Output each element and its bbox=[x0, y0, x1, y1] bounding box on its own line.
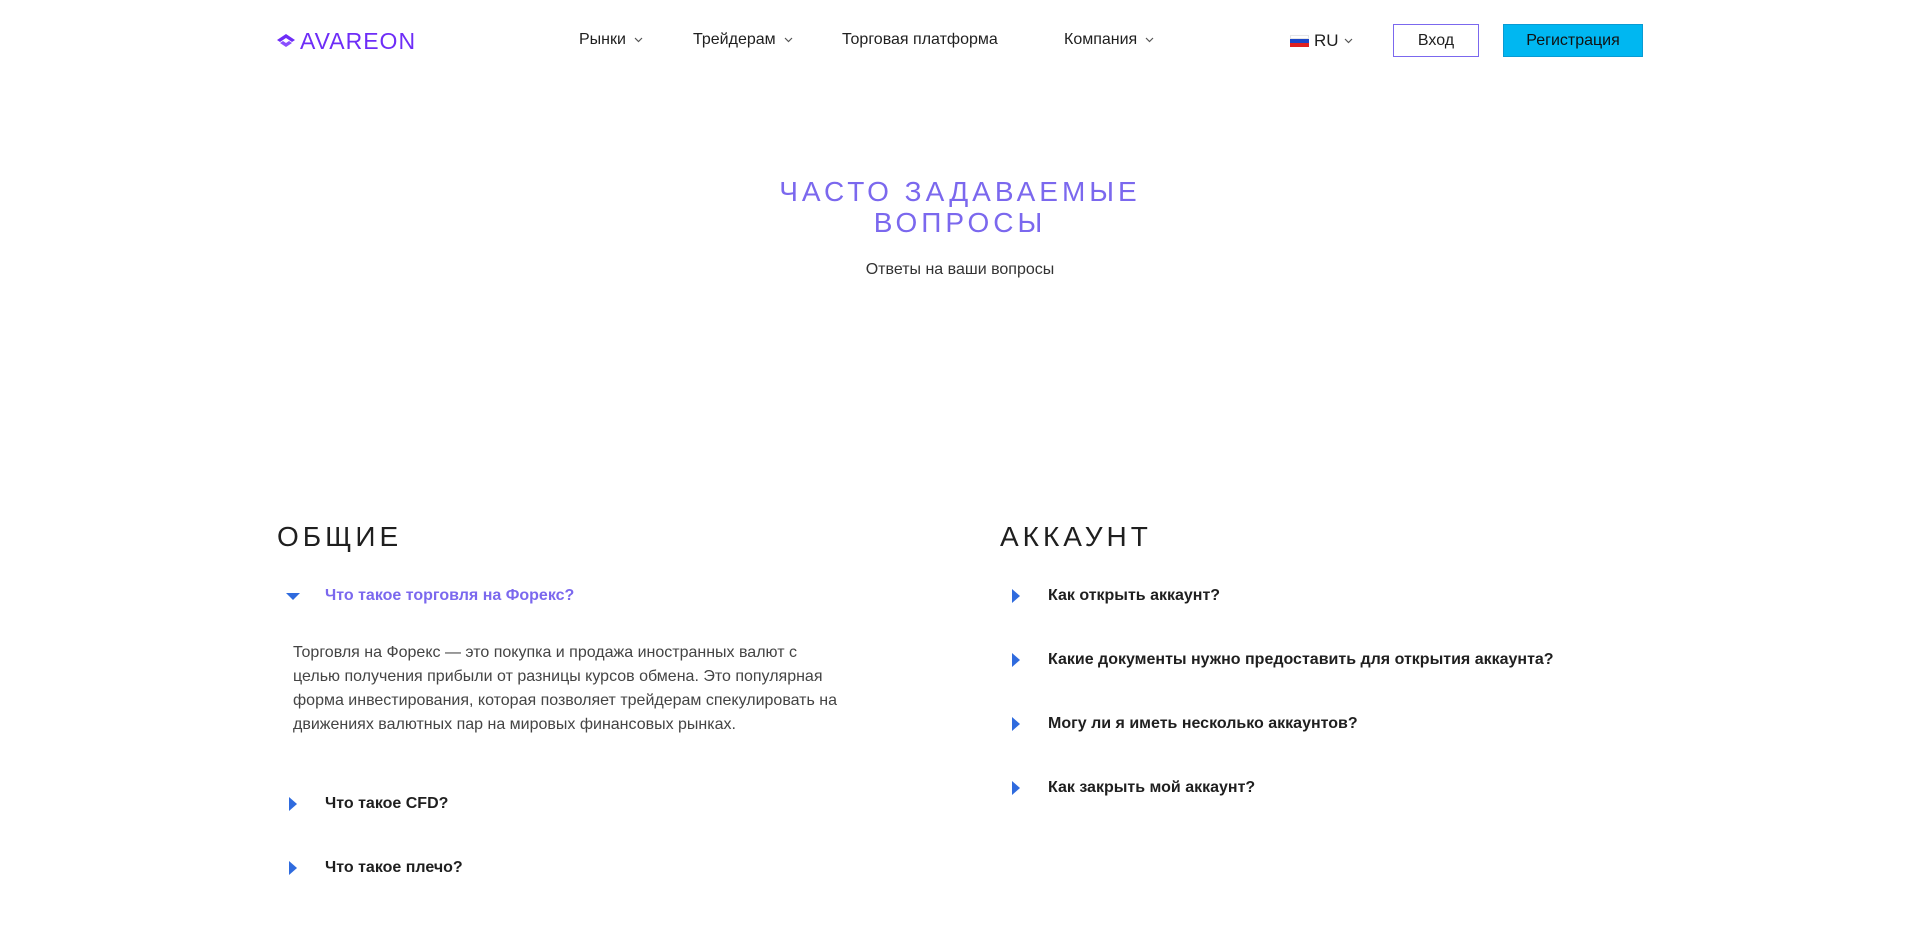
page-subtitle: Ответы на ваши вопросы bbox=[865, 261, 1055, 278]
faq-question-forex[interactable] bbox=[285, 586, 574, 606]
section-title-general: ОБЩИЕ bbox=[277, 521, 403, 552]
page-title bbox=[660, 176, 1260, 238]
nav-company-label: Компания bbox=[1064, 31, 1138, 48]
caret-right-icon bbox=[1008, 652, 1024, 668]
faq-question-text: Могу ли я иметь несколько аккаунтов? bbox=[1048, 715, 1358, 732]
page-title-line1: ЧАСТО ЗАДАВАЕМЫЕ bbox=[779, 176, 1141, 207]
faq-question-text: Как закрыть мой аккаунт? bbox=[1048, 779, 1256, 796]
faq-question-multiple-accounts[interactable] bbox=[1008, 714, 1358, 734]
faq-question-leverage[interactable] bbox=[285, 858, 463, 878]
faq-question-text: Что такое плечо? bbox=[325, 859, 463, 876]
faq-question-cfd[interactable] bbox=[285, 794, 448, 814]
logo[interactable] bbox=[276, 29, 416, 53]
chevron-down-icon bbox=[634, 37, 643, 43]
logo-text: AVAREON bbox=[300, 28, 417, 54]
login-button[interactable]: Вход bbox=[1393, 24, 1479, 57]
section-title-account: АККАУНТ bbox=[1000, 521, 1152, 552]
faq-question-text: Как открыть аккаунт? bbox=[1048, 587, 1221, 604]
caret-right-icon bbox=[1008, 588, 1024, 604]
nav-platform[interactable] bbox=[842, 30, 998, 50]
faq-question-text: Какие документы нужно предоставить для открытия аккаунта? bbox=[1048, 651, 1554, 668]
russia-flag-icon bbox=[1290, 35, 1309, 47]
chevron-down-icon bbox=[1145, 37, 1154, 43]
faq-question-documents[interactable] bbox=[1008, 650, 1554, 670]
caret-right-icon bbox=[1008, 780, 1024, 796]
caret-right-icon bbox=[285, 796, 301, 812]
caret-right-icon bbox=[285, 860, 301, 876]
faq-question-text: Что такое CFD? bbox=[325, 795, 449, 812]
faq-question-open-account[interactable] bbox=[1008, 586, 1220, 606]
faq-answer-forex: Торговля на Форекс — это покупка и продажа иностранных валют с целью получения прибыли от разницы курсов обмена. Это популярная форма инвестирования, которая позволяет трейдерам спекулировать на движениях валютных пар на мировых финансовых рынках. bbox=[293, 644, 838, 733]
faq-question-close-account[interactable] bbox=[1008, 778, 1255, 798]
nav-traders-label: Трейдерам bbox=[693, 31, 776, 48]
language-selector[interactable] bbox=[1290, 31, 1353, 51]
nav-traders[interactable] bbox=[693, 30, 793, 50]
nav-platform-label: Торговая платформа bbox=[842, 31, 998, 48]
register-button[interactable]: Регистрация bbox=[1503, 24, 1643, 57]
chevron-down-icon bbox=[784, 37, 793, 43]
caret-right-icon bbox=[1008, 716, 1024, 732]
caret-down-icon bbox=[285, 588, 301, 604]
chevron-down-icon bbox=[1344, 38, 1353, 44]
nav-markets-label: Рынки bbox=[579, 31, 626, 48]
nav-markets[interactable] bbox=[579, 30, 643, 50]
page-title-line2: ВОПРОСЫ bbox=[873, 207, 1047, 238]
nav-company[interactable] bbox=[1064, 30, 1154, 50]
faq-question-text: Что такое торговля на Форекс? bbox=[325, 587, 575, 604]
language-label: RU bbox=[1314, 31, 1339, 50]
logo-mark-icon bbox=[276, 33, 296, 49]
